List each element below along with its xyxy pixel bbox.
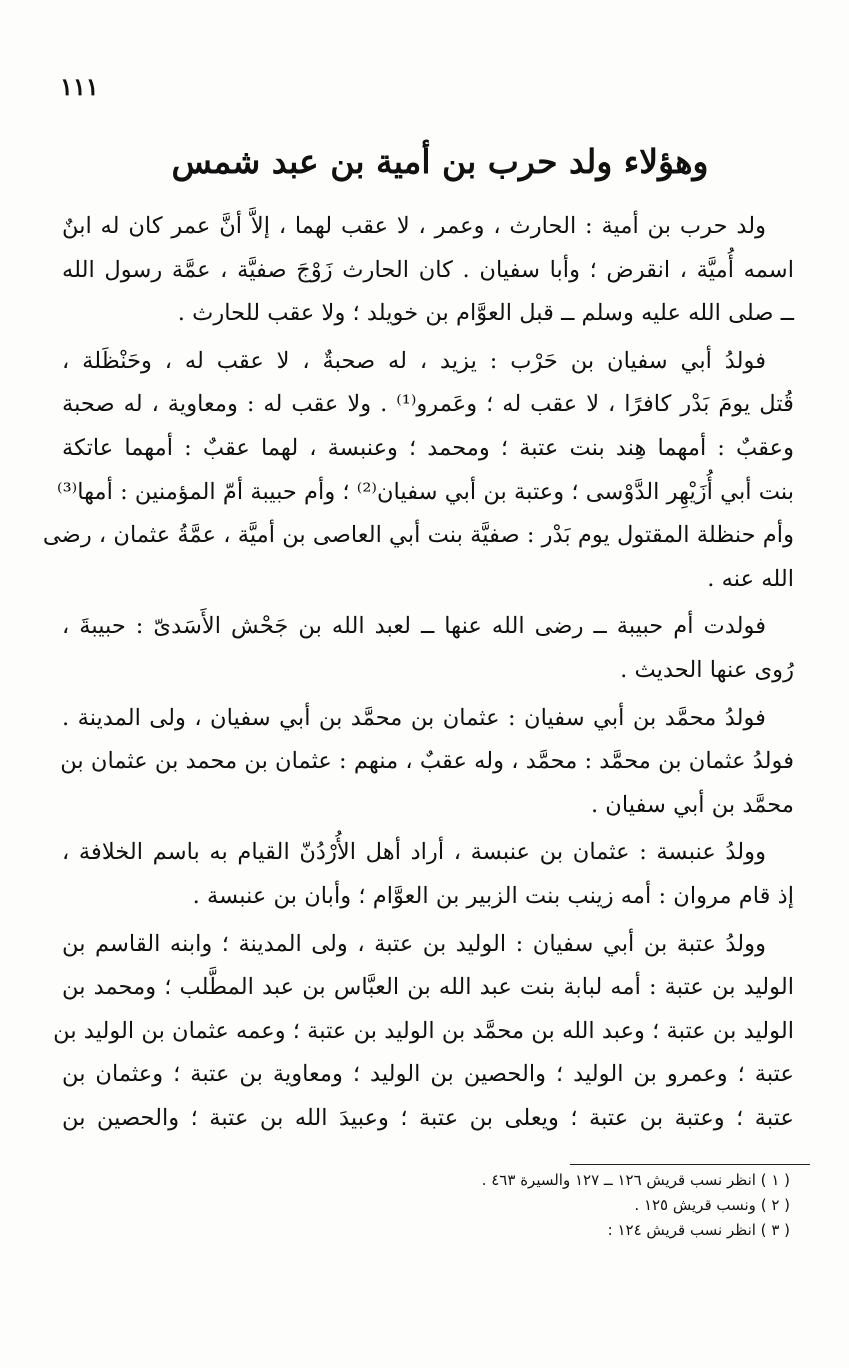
text-line: محمَّد بن أبي سفيان . xyxy=(590,791,794,818)
footnote-divider xyxy=(570,1164,810,1165)
text-line: إذ قام مروان : أمه زينب بنت الزبير بن العوَّام ؛ وأبان بن عنبسة . xyxy=(192,882,794,909)
text-line: قُتل يومَ بَدْر كافرًا ، لا عقب له ؛ وعَمرو⁽¹⁾ . ولا عقب له : ومعاوية ، له صحبة xyxy=(62,391,794,418)
footnote-2: ( ٢ ) ونسب قريش ١٢٥ . xyxy=(634,1196,790,1214)
paragraph-2 xyxy=(42,340,794,602)
text-line: بنت أبي أُزَيْهِر الدَّوْسى ؛ وعتبة بن أبي سفيان⁽²⁾ ؛ وأم حبيبة أمّ المؤمنين : أمها⁽³⁾ xyxy=(57,478,794,505)
text-line: وأم حنظلة المقتول يوم بَدْر : صفيَّة بنت أبي العاصى بن أميَّة ، عمَّةُ عثمان ، رضى xyxy=(42,522,794,549)
page-number: ١١١ xyxy=(60,72,99,101)
text-line: ــ صلى الله عليه وسلم ــ قبل العوَّام بن خويلد ؛ ولا عقب للحارث . xyxy=(177,300,794,327)
text-line: وعقبٌ : أمهما هِند بنت عتبة ؛ ومحمد ؛ وعنبسة ، لهما عقبٌ : أمهما عاتكة xyxy=(62,434,794,461)
text-line: عتبة ؛ وعمرو بن الوليد ؛ والحصين بن الوليد ؛ ومعاوية بن عتبة ؛ وعثمان بن xyxy=(62,1061,794,1088)
text-line: فولدُ أبي سفيان بن حَرْب : يزيد ، له صحبةٌ ، لا عقب له ، وحَنْظَلة ، xyxy=(62,347,766,374)
text-line: الله عنه . xyxy=(707,565,794,592)
paragraph-6 xyxy=(53,923,794,1141)
footnotes xyxy=(300,1168,790,1243)
text-line: فولدت أم حبيبة ــ رضى الله عنها ــ لعبد الله بن جَحْش الأَسَدىّ : حبيبةَ ، xyxy=(62,613,766,640)
text-line: الوليد بن عتبة : أمه لبابة بنت عبد الله بن العبَّاس بن عبد المطَّلب ؛ ومحمد بن xyxy=(62,974,794,1001)
text-line: الوليد بن عتبة ؛ وعبد الله بن محمَّد بن الوليد بن عتبة ؛ وعمه عثمان بن الوليد بن xyxy=(53,1017,794,1044)
footnote-1: ( ١ ) انظر نسب قريش ١٢٦ ــ ١٢٧ والسيرة ٤٦٣ . xyxy=(481,1171,790,1189)
text-line: اسمه أُميَّة ، انقرض ؛ وأبا سفيان . كان الحارث زَوْجَ صفيَّة ، عمَّة رسول الله xyxy=(62,256,794,283)
paragraph-4 xyxy=(62,697,794,828)
text-line: فولدُ محمَّد بن أبي سفيان : عثمان بن محمَّد بن أبي سفيان ، ولى المدينة . xyxy=(62,704,766,731)
text-line: ولد حرب بن أمية : الحارث ، وعمر ، لا عقب لهما ، إلاَّ أنَّ عمر كان له ابنٌ xyxy=(62,213,766,239)
text-line: عتبة ؛ وعتبة بن عتبة ؛ ويعلى بن عتبة ؛ وعبيدَ الله بن عتبة ؛ والحصين بن xyxy=(62,1104,794,1131)
section-heading: وهؤلاء ولد حرب بن أمية بن عبد شمس xyxy=(171,142,709,181)
text-line: رُوى عنها الحديث . xyxy=(620,656,794,683)
text-line: وولدُ عتبة بن أبي سفيان : الوليد بن عتبة ، ولى المدينة ؛ وابنه القاسم بن xyxy=(62,930,766,957)
paragraph-1 xyxy=(62,205,794,336)
footnote-3: ( ٣ ) انظر نسب قريش ١٢٤ : xyxy=(607,1221,790,1239)
body-text xyxy=(42,205,794,1144)
text-line: وولدُ عنبسة : عثمان بن عنبسة ، أراد أهل الأُرْدُنّ القيام به باسم الخلافة ، xyxy=(62,839,766,866)
paragraph-5 xyxy=(62,831,794,918)
paragraph-3 xyxy=(62,605,794,692)
text-line: فولدُ عثمان بن محمَّد : محمَّد ، وله عقبٌ ، منهم : عثمان بن محمد بن عثمان بن xyxy=(60,748,794,775)
